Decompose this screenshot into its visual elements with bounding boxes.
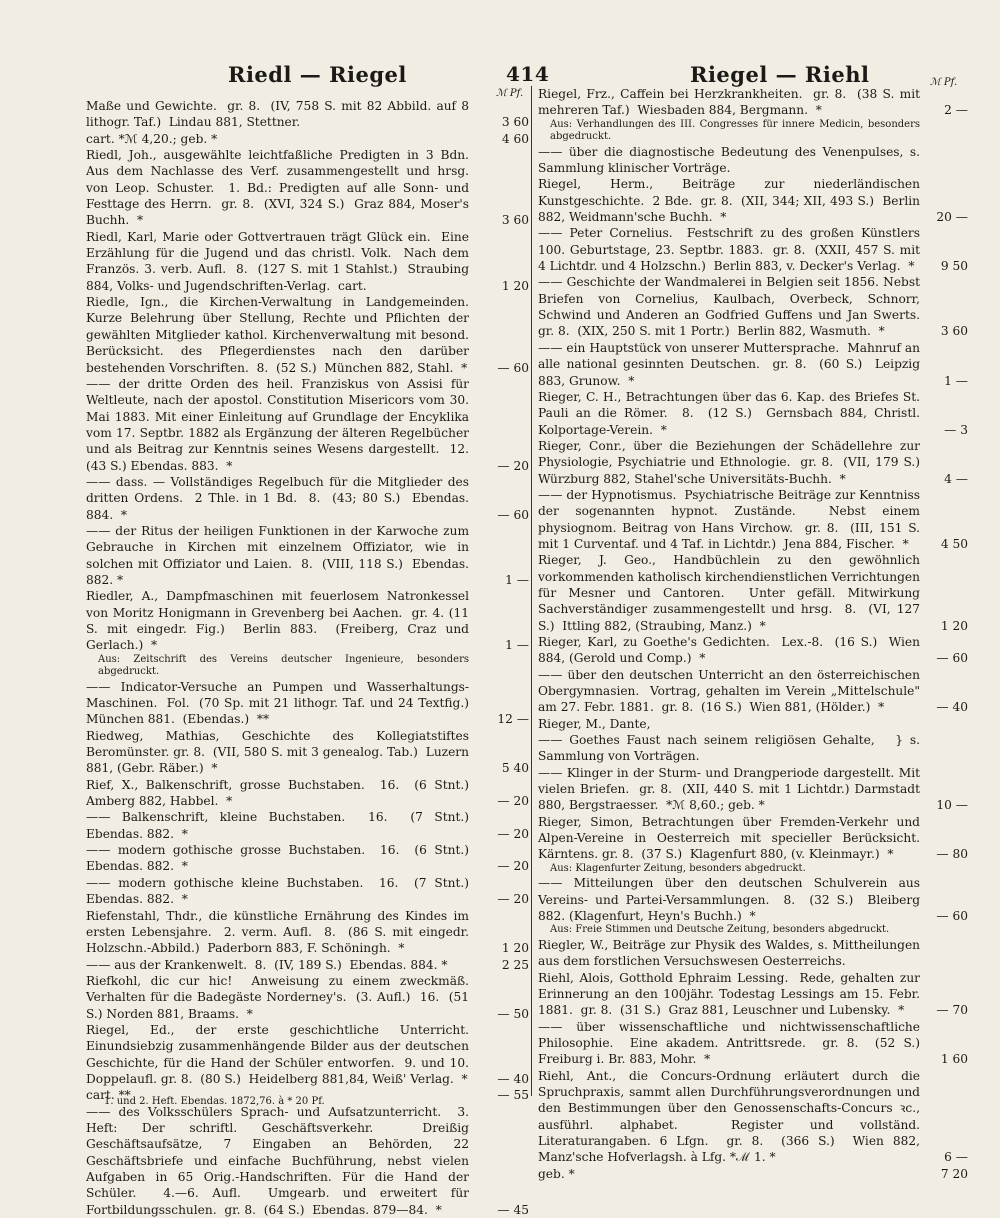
left-column <box>86 98 531 1218</box>
entry-price: — 60 <box>497 507 529 522</box>
bibliography-entry <box>86 777 531 810</box>
entry-text: Riedle, Ign., die Kirchen-Verwaltung in Landgemeinden. Kurze Belehrung über Stellung, Rechte und Pflichten der gewählten Mitglieder kathol. Kirchenverwaltung mit besond. Berücksicht. des Pflegerdienstes nach den darüber bestehenden Vorschriften. 8. (52 S.) München 882, Stahl. * <box>86 295 473 375</box>
entry-price: 20 — <box>936 210 968 225</box>
entry-price: — 40 <box>497 1071 529 1086</box>
entry-price: — 3 <box>944 422 968 437</box>
bibliography-entry <box>538 937 968 970</box>
entry-price: 3 60 <box>501 115 529 130</box>
bibliography-entry <box>538 438 968 487</box>
entry-price: 1 20 <box>501 278 529 293</box>
bibliography-entry <box>86 294 531 376</box>
entry-text: —— Peter Cornelius. Festschrift zu des großen Künstlers 100. Geburtstage, 23. Septbr. 1883. gr. 8. (XXII, 457 S. mit 4 Lichtdr. und 4 Holzschn.) Berlin 883, v. Decker's Verlag. * <box>538 226 924 274</box>
entry-text: Riefkohl, dic cur hic! Anweisung zu einem zweckmäß. Verhalten für die Badegäste Norderney's. (3. Aufl.) 16. (51 S.) Norden 881, Braams. * <box>86 973 473 1021</box>
entry-text: Rief, X., Balkenschrift, grosse Buchstaben. 16. (6 Stnt.) Amberg 882, Habbel. * <box>86 777 473 809</box>
entry-text: —— Mitteilungen über den deutschen Schulverein aus Vereins- und Partei-Versammlungen. 8. (32 S.) Bleiberg 882. (Klagenfurt, Heyn's Buchh.) * <box>538 876 924 923</box>
column-divider <box>531 86 532 1096</box>
entry-text: Aus: Zeitschrift des Vereins deutscher Ingenieure, besonders abgedruckt. <box>98 653 473 678</box>
entry-price: 2 25 <box>501 957 529 972</box>
entry-price: 3 60 <box>501 213 529 228</box>
bibliography-entry <box>538 970 968 1019</box>
bibliography-entry <box>86 875 531 908</box>
bibliography-entry <box>538 389 968 438</box>
page-number: 414 <box>506 62 550 86</box>
bibliography-entry <box>538 487 968 552</box>
bibliography-entry <box>538 144 968 177</box>
entry-text: —— über den deutschen Unterricht an den österreichischen Obergymnasien. Vortrag, gehalten im Verein „Mittelschule" am 27. Febr. 1881. gr. 8. (16 S.) Wien 881, (Hölder.) * <box>538 667 924 715</box>
entry-price: 4 — <box>944 471 968 486</box>
entry-price: 1 — <box>944 373 968 388</box>
entry-text: Riegel, Herm., Beiträge zur niederländischen Kunstgeschichte. 2 Bde. gr. 8. (XII, 344; XII, 493 S.) Berlin 882, Weidmann'sche Buchh. * <box>538 177 924 225</box>
entry-price: — 70 <box>936 1003 968 1018</box>
entry-price: 1 — <box>505 638 529 653</box>
bibliography-entry <box>538 552 968 634</box>
entry-text: Riegel, Ed., der erste geschichtliche Unterricht. Einundsiebzig zusammenhängende Bilder aus der deutschen Geschichte, für die Hand der Schüler entworfen. 9. und 10. Doppelaufl. gr. 8. (80 S.) Heidelberg 881,84, Weiß' Verlag. * <box>86 1022 477 1086</box>
entry-text: Riedler, A., Dampfmaschinen mit feuerlosem Natronkessel von Moritz Honigmann in Grevenberg bei Aachen. gr. 4. (11 S. mit eingedr. Fig.) Berlin 883. (Freiberg, Craz und Gerlach.) * <box>86 589 473 653</box>
entry-price: — 60 <box>936 909 968 923</box>
entry-price: — 50 <box>497 1006 529 1021</box>
bibliography-entry <box>86 809 531 842</box>
entry-text: —— ein Hauptstück von unserer Muttersprache. Mahnruf an alle national gesinnten Deutschen. gr. 8. (60 S.) Leipzig 883, Grunow. * <box>538 340 924 388</box>
entry-text: geb. * <box>538 1166 575 1181</box>
entry-text: —— modern gothische grosse Buchstaben. 16. (6 Stnt.) Ebendas. 882. * <box>86 843 473 874</box>
entry-text: —— der dritte Orden des heil. Franziskus von Assisi für Weltleute, nach der apostol. Constitution Misericors vom 30. Mai 1883. Mit einer Einleitung auf Grundlage der Encyklika vom 17. Septbr. 1882 als Ergänzung der älteren Regelbücher und als Beitrag zur Kenntnis seines Wesens dargestellt. 12. (43 S.) Ebendas. 883. * <box>86 376 477 473</box>
entry-price: 1 — <box>505 572 529 587</box>
entry-price: 2 — <box>944 103 968 118</box>
entry-text: Rieger, J. Geo., Handbüchlein zu den gewöhnlich vorkommenden katholisch kirchendienstlichen Verrichtungen für Mesner und Cantoren. Unter gefäll. Mitwirkung Sachverständiger zusammengestellt und hrsg. 8. (VI, 127 S.) Ittling 882, (Straubing, Manz.) * <box>538 553 924 633</box>
bibliography-note <box>538 119 968 144</box>
right-column <box>538 86 968 1182</box>
bibliography-entry <box>86 1022 531 1087</box>
bibliography-entry <box>86 957 531 973</box>
price-unit-right: ℳ Pf. <box>930 77 958 88</box>
bibliography-entry <box>86 1104 531 1218</box>
entry-price: — 60 <box>497 360 529 375</box>
price-unit-left: ℳ Pf. <box>496 88 524 99</box>
entry-text: Riedweg, Mathias, Geschichte des Kollegiatstiftes Beromünster. gr. 8. (VII, 580 S. mit 3 genealog. Tab.) Luzern 881, (Gebr. Räber.) * <box>86 728 473 776</box>
entry-text: —— modern gothische kleine Buchstaben. 16. (7 Stnt.) Ebendas. 882. * <box>86 875 473 907</box>
footnote: 1. und 2. Heft. Ebendas. 1872,76. à * 20 Pf. <box>104 1096 325 1107</box>
entry-price: — 80 <box>936 847 968 862</box>
entry-text: Riedl, Joh., ausgewählte leichtfaßliche Predigten in 3 Bdn. Aus dem Nachlasse des Verf. zusammengestellt und hrsg. von Leop. Schuster. 1. Bd.: Predigten auf alle Sonn- und Festtage des Herrn. gr. 8. (XVI, 324 S.) Graz 884, Moser's Buchh. * <box>86 148 473 228</box>
bibliography-entry <box>86 588 531 653</box>
bibliography-entry <box>538 1166 968 1182</box>
entry-text: Riehl, Ant., die Concurs-Ordnung erläutert durch die Spruchpraxis, sammt allen Durchführungsverordnungen und den Bestimmungen über den Genossenschafts-Concurs ꝛc., ausführl. alphabet. Register und vollständ. Literaturangaben. 6 Lfgn. gr. 8. (366 S.) Wien 882, Manz'sche Hofverlagsh. à Lfg. *ℳ 1. * <box>538 1068 928 1165</box>
bibliography-entry <box>538 765 968 814</box>
entry-price: — 20 <box>497 859 529 874</box>
entry-price: 7 20 <box>940 1166 968 1181</box>
entry-text: Aus: Verhandlungen des III. Congresses für innere Medicin, besonders abgedruckt. <box>550 118 924 143</box>
entry-text: —— Balkenschrift, kleine Buchstaben. 16. (7 Stnt.) Ebendas. 882. * <box>86 810 473 841</box>
right-running-head: Riegel — Riehl <box>690 62 870 87</box>
entry-text: Riehl, Alois, Gotthold Ephraim Lessing. Rede, gehalten zur Erinnerung an den 100jähr. Todestag Lessings am 15. Febr. 1881. gr. 8. (31 S.) Graz 881, Leuschner und Lubensky. * <box>538 970 924 1018</box>
entry-text: —— Geschichte der Wandmalerei in Belgien seit 1856. Nebst Briefen von Cornelius, Kaulbach, Overbeck, Schnorr, Schwind und Anderen an Godfried Guffens und Jan Swerts. gr. 8. (XIX, 250 S. mit 1 Portr.) Berlin 882, Wasmuth. * <box>538 275 924 339</box>
entry-price: 5 40 <box>501 761 529 776</box>
bibliography-entry <box>86 842 531 875</box>
bibliography-entry <box>538 716 968 765</box>
entry-text: Rieger, M., Dante, —— Goethes Faust nach seinem religiösen Gehalte, } s. Sammlung von Vorträgen. <box>538 716 920 764</box>
entry-price: 3 60 <box>940 324 968 339</box>
bibliography-entry <box>86 229 531 294</box>
entry-price: 10 — <box>936 798 968 813</box>
entry-text: —— Klinger in der Sturm- und Drangperiode dargestellt. Mit vielen Briefen. gr. 8. (XII, 440 S. mit 1 Lichtdr.) Darmstadt 880, Bergstraesser. *ℳ 8,60.; geb. * <box>538 765 924 813</box>
entry-text: Aus: Freie Stimmen und Deutsche Zeitung, besonders abgedruckt. <box>550 924 890 936</box>
bibliography-entry <box>86 131 531 147</box>
bibliography-entry <box>538 86 968 119</box>
entry-price: 4 60 <box>501 131 529 146</box>
entry-text: —— Indicator-Versuche an Pumpen und Wasserhaltungs-Maschinen. Fol. (70 Sp. mit 21 lithogr. Taf. und 24 Textfig.) München 881. (Ebendas.) ** <box>86 679 473 727</box>
bibliography-entry <box>538 634 968 667</box>
bibliography-entry <box>538 176 968 225</box>
bibliography-entry <box>86 523 531 588</box>
bibliography-entry <box>86 98 531 131</box>
bibliography-entry <box>86 908 531 957</box>
entry-price: 1 60 <box>940 1052 968 1067</box>
left-running-head: Riedl — Riegel <box>228 62 407 87</box>
bibliography-entry <box>538 875 968 924</box>
entry-text: —— über die diagnostische Bedeutung des Venenpulses, s. Sammlung klinischer Vorträge. <box>538 144 924 176</box>
bibliography-note <box>538 863 968 876</box>
entry-text: Rieger, Karl, zu Goethe's Gedichten. Lex.-8. (16 S.) Wien 884, (Gerold und Comp.) * <box>538 635 924 666</box>
entry-text: Riegler, W., Beiträge zur Physik des Waldes, s. Mittheilungen aus dem forstlichen Versuchswesen Oesterreichs. <box>538 937 924 969</box>
entry-text: —— der Hypnotismus. Psychiatrische Beiträge zur Kenntniss der sogenannten hypnot. Zustände. Nebst einem physiognom. Beitrag von Hans Virchow. gr. 8. (III, 151 S. mit 1 Curventaf. und 4 Taf. in Lichtdr.) Jena 884, Fischer. * <box>538 487 924 551</box>
bibliography-note <box>86 654 531 679</box>
bibliography-entry <box>86 474 531 523</box>
entry-text: —— des Volksschülers Sprach- und Aufsatzunterricht. 3. Heft: Der schriftl. Geschäftsverkehr. Dreißig Geschäftsaufsätze, 7 Eingaben an Behörden, 22 Geschäftsbriefe und einfache Buchführung, nebst vielen Aufgaben in 65 Orig.-Handschriften. Für die Hand der Schüler. 4.—6. Aufl. Umgearb. und erweitert für Fortbildungsschulen. gr. 8. (64 S.) Ebendas. 879—84. * <box>86 1104 473 1217</box>
bibliography-entry <box>538 274 968 339</box>
entry-price: 6 — <box>944 1150 968 1165</box>
entry-text: Riegel, Frz., Caffein bei Herzkrankheiten. gr. 8. (38 S. mit mehreren Taf.) Wiesbaden 884, Bergmann. * <box>538 87 924 118</box>
entry-text: —— aus der Krankenwelt. 8. (IV, 189 S.) Ebendas. 884. * <box>86 957 448 972</box>
entry-price: — 20 <box>497 458 529 473</box>
entry-price: 9 50 <box>940 259 968 274</box>
bibliography-entry <box>538 340 968 389</box>
entry-price: — 60 <box>936 651 968 666</box>
entry-price: — 20 <box>497 794 529 809</box>
bibliography-entry <box>538 814 968 863</box>
entry-text: Aus: Klagenfurter Zeitung, besonders abgedruckt. <box>550 862 806 874</box>
entry-price: — 20 <box>497 892 529 907</box>
bibliography-entry <box>86 147 531 229</box>
entry-text: cart. ** <box>86 1088 131 1103</box>
entry-price: — 55 <box>497 1088 529 1103</box>
entry-text: Rieger, Simon, Betrachtungen über Fremden-Verkehr und Alpen-Vereine in Oesterreich mit specieller Berücksicht. Kärntens. gr. 8. (37 S.) Klagenfurt 880, (v. Kleinmayr.) * <box>538 814 924 862</box>
entry-price: 1 20 <box>940 618 968 633</box>
entry-text: —— über wissenschaftliche und nichtwissenschaftliche Philosophie. Eine akadem. Antrittsrede. gr. 8. (52 S.) Freiburg i. Br. 883, Mohr. * <box>538 1019 928 1067</box>
entry-text: Maße und Gewichte. gr. 8. (IV, 758 S. mit 82 Abbild. auf 8 lithogr. Taf.) Lindau 881, Stettner. <box>86 99 473 130</box>
bibliography-entry <box>86 973 531 1022</box>
bibliography-entry <box>86 728 531 777</box>
bibliography-entry <box>86 679 531 728</box>
bibliography-entry <box>538 1019 968 1068</box>
entry-text: cart. *ℳ 4,20.; geb. * <box>86 131 218 146</box>
bibliography-entry <box>86 376 531 474</box>
bibliography-entry <box>538 667 968 716</box>
bibliography-note <box>538 924 968 937</box>
entry-text: Rieger, C. H., Betrachtungen über das 6. Kap. des Briefes St. Pauli an die Römer. 8. (12 S.) Gernsbach 884, Christl. Kolportage-Verein. * <box>538 389 924 437</box>
entry-text: Riefenstahl, Thdr., die künstliche Ernährung des Kindes im ersten Lebensjahre. 2. verm. Aufl. 8. (86 S. mit eingedr. Holzschn.-Abbild.) Paderborn 883, F. Schöningh. * <box>86 908 473 956</box>
bibliography-entry <box>538 1068 968 1166</box>
bibliography-entry <box>538 225 968 274</box>
entry-price: 4 50 <box>940 536 968 551</box>
entry-text: Riedl, Karl, Marie oder Gottvertrauen trägt Glück ein. Eine Erzählung für die Jugend und das christl. Volk. Nach dem Französ. 3. verb. Aufl. 8. (127 S. mit 1 Stahlst.) Straubing 884, Volks- und Jugendschriften-Verlag. cart. <box>86 229 473 293</box>
entry-price: 1 20 <box>501 941 529 956</box>
entry-text: —— dass. — Vollständiges Regelbuch für die Mitglieder des dritten Ordens. 2 Thle. in 1 Bd. 8. (43; 80 S.) Ebendas. 884. * <box>86 474 473 522</box>
entry-price: — 45 <box>497 1202 529 1217</box>
entry-price: — 20 <box>497 826 529 841</box>
entry-text: Rieger, Conr., über die Beziehungen der Schädellehre zur Physiologie, Psychiatrie und Ethnologie. gr. 8. (VII, 179 S.) Würzburg 882, Stahel'sche Universitäts-Buchh. * <box>538 438 924 486</box>
entry-price: — 40 <box>936 700 968 715</box>
entry-text: —— der Ritus der heiligen Funktionen in der Karwoche zum Gebrauche in Kirchen mit einzelnem Offiziator, wie in solchen mit Offiziator und Laien. 8. (VIII, 118 S.) Ebendas. 882. * <box>86 523 473 587</box>
entry-price: 12 — <box>497 712 529 727</box>
